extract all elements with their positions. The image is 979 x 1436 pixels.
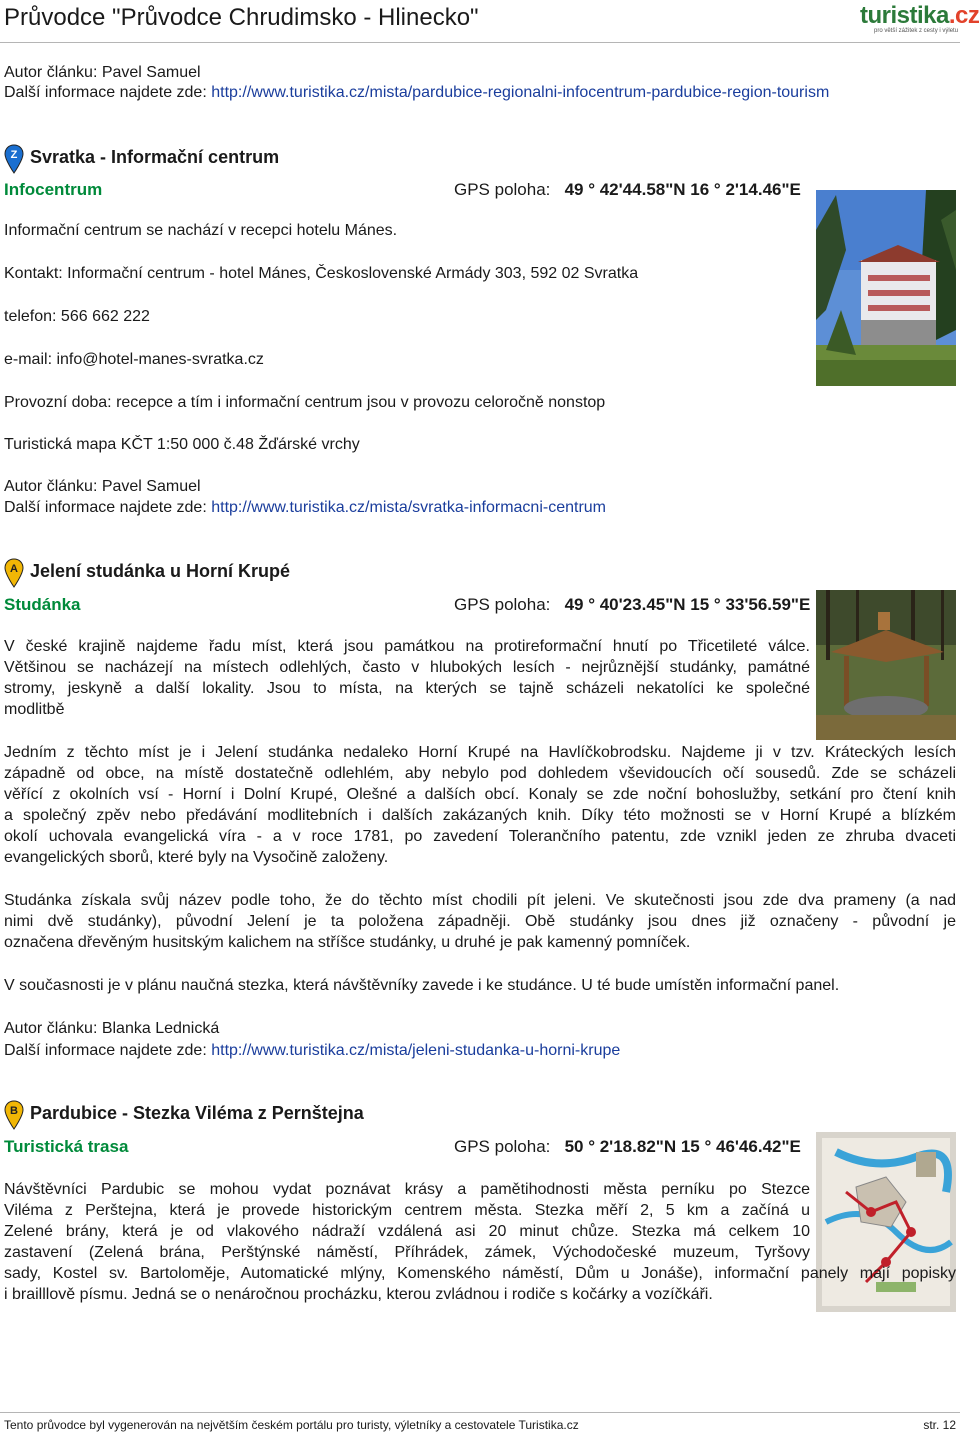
paragraph-line: Zelené brány, která je od vlakového nádraží vzdálená asi 20 minut chůze. Stezka má celkem 10: [4, 1223, 810, 1240]
more-info-label: Další informace najdete zde:: [4, 499, 207, 516]
paragraph-line: modlitbě: [4, 701, 65, 718]
more-info-link[interactable]: http://www.turistika.cz/mista/jeleni-studanka-u-horni-krupe: [211, 1042, 621, 1059]
svg-text:A: A: [10, 563, 18, 575]
article-author: Autor článku: Blanka Lednická: [4, 1020, 220, 1037]
more-info-link[interactable]: http://www.turistika.cz/mista/pardubice-regionalni-infocentrum-pardubice-region-tourism: [211, 84, 830, 101]
article-author: Autor článku: Pavel Samuel: [4, 478, 201, 495]
section-title: Pardubice - Stezka Viléma z Pernštejna: [30, 1103, 364, 1123]
paragraph-line: sady, Kostel sv. Bartoloměje, Automatické mlýny, Komenského náměstí, Dům u Jonáše), informační panely mají popisky: [4, 1265, 956, 1282]
info-line: e-mail: info@hotel-manes-svratka.cz: [4, 351, 264, 368]
info-line: Informační centrum se nachází v recepci hotelu Mánes.: [4, 222, 398, 239]
section-category: Turistická trasa: [4, 1137, 129, 1156]
gps-value: 49 ° 40'23.45"N 15 ° 33'56.59"E: [564, 595, 811, 614]
gps-value: 49 ° 42'44.58"N 16 ° 2'14.46"E: [564, 180, 801, 199]
paragraph-line: Studánka získala svůj název podle toho, že do těchto míst chodili pít jeleni. Ve skutečnosti jsou zde dva prameny (a nad: [4, 892, 956, 909]
info-line: telefon: 566 662 222: [4, 308, 150, 325]
paragraph-line: i brailllově písmu. Jedná se o nenáročnou procházku, kterou zvládnou i rodiče s kočárky a vozíčkáři.: [4, 1286, 713, 1303]
paragraph-line: V české krajině najdeme řadu míst, která jsou památkou na protireformační hnutí po Třicetileté válce.: [4, 638, 810, 655]
gps-position: [454, 595, 810, 615]
gps-position: [454, 1137, 801, 1157]
footer-text: Tento průvodce byl vygenerován na největším českém portálu pro turisty, výletníky a cestovatele Turistika.cz: [4, 1418, 579, 1432]
paragraph-line: Viléma z Perštejna, která je provede historickým centrem města. Stezka měří 2, 5 km a začíná u: [4, 1202, 810, 1219]
paragraph-line: V současnosti je v plánu naučná stezka, která návštěvníky zavede i ke studánce. U té bude umístěn informační panel.: [4, 977, 840, 994]
svg-text:Z: Z: [10, 149, 18, 161]
turistika-logo[interactable]: [860, 2, 979, 36]
more-info-label: Další informace najdete zde:: [4, 1042, 207, 1059]
paragraph-line: stromy, jeskyně a další lokality. Jsou to místa, na kterých se tajně scházeli nekatolíci ke společné: [4, 680, 810, 697]
paragraph-line: západně od obce, na místě dostatečně odlehlém, aby nebylo pod dohledem vševidoucích očí sousedů. Zde se scházeli: [4, 765, 956, 782]
section-category: Infocentrum: [4, 180, 103, 199]
page-title: Průvodce "Průvodce Chrudimsko - Hlinecko": [4, 4, 479, 31]
more-info-label: Další informace najdete zde:: [4, 84, 207, 101]
info-line: Turistická mapa KČT 1:50 000 č.48 Žďárské vrchy: [4, 436, 360, 453]
logo-tagline: pro větší zážitek z cesty i výletu: [874, 28, 959, 34]
paragraph-line: okolí uchovala evangelická víra - a v roce 1781, po zavedení Tolerančního patentu, zde vznikl jeden ze zhruba dvaceti: [4, 828, 956, 845]
paragraph-line: Jedním z těchto míst je i Jelení studánka nedaleko Horní Krupé na Havlíčkobrodsku. Najdeme ji v tzv. Kráteckých lesích: [4, 744, 956, 761]
info-line: Kontakt: Informační centrum - hotel Mánes, Československé Armády 303, 592 02 Svratka: [4, 265, 639, 282]
hotel-manes-photo: [816, 190, 956, 386]
article-author: Autor článku: Pavel Samuel: [4, 64, 201, 81]
section-title: Jelení studánka u Horní Krupé: [30, 561, 291, 581]
paragraph-line: zastavení (Zelená brána, Perštýnské náměstí, Příhrádek, zámek, Východočeské muzeum, Tyršovy: [4, 1244, 810, 1261]
paragraph-line: věřící z okolních vsí - Horní i Dolní Krupé, Olešné a dalších obcí. Konaly se zde noční bohoslužby, setkání pro čtení knih: [4, 786, 956, 803]
gps-label: GPS poloha:: [454, 180, 551, 199]
page-number: str. 12: [923, 1418, 956, 1432]
header-divider: [0, 42, 960, 43]
paragraph-line: Návštěvníci Pardubic se mohou vydat poznávat krásy a pamětihodnosti města perníku po Stezce: [4, 1181, 810, 1198]
paragraph-line: a společný zpěv nebo předávání modlitebních i dalších zakázaných knih. Díky této možnosti se v Horní Krupé a blízkém: [4, 807, 956, 824]
gps-label: GPS poloha:: [454, 595, 551, 614]
section-category: Studánka: [4, 595, 81, 614]
map-marker-z-icon: [4, 144, 24, 174]
paragraph-line: Většinou se nacházejí na místech odlehlých, často v hlubokých lesích - nejrůznější studánky, památné: [4, 659, 810, 676]
gps-value: 50 ° 2'18.82"N 15 ° 46'46.42"E: [564, 1137, 801, 1156]
paragraph-line: nimi dvě studánky), původní Jelení je ta položena západněji. Obě studánky jsou dnes již označeny - původní je: [4, 913, 956, 930]
gps-position: [454, 180, 801, 200]
footer-divider: [0, 1412, 960, 1413]
paragraph-line: označena dřevěným husitským kalichem na stříšce studánky, u druhé je pak kamenný pomníček.: [4, 934, 691, 951]
map-marker-a-icon: [4, 558, 24, 588]
logo-brand-domain: .cz: [948, 2, 979, 29]
map-marker-b-icon: [4, 1100, 24, 1130]
more-info-link[interactable]: http://www.turistika.cz/mista/svratka-informacni-centrum: [211, 499, 606, 516]
gps-label: GPS poloha:: [454, 1137, 551, 1156]
info-line: Provozní doba: recepce a tím i informační centrum jsou v provozu celoročně nonstop: [4, 394, 606, 411]
stezka-map-photo: [816, 1132, 956, 1312]
more-info-line: [4, 499, 606, 517]
logo-brand-name: turistika: [860, 2, 949, 29]
section-title: Svratka - Informační centrum: [30, 147, 280, 167]
paragraph-line: evangelických sborů, které byly na Vysočině založeny.: [4, 849, 389, 866]
more-info-line: [4, 84, 829, 102]
more-info-line: [4, 1042, 620, 1060]
jeleni-studanka-photo: [816, 590, 956, 740]
svg-text:B: B: [10, 1105, 18, 1117]
